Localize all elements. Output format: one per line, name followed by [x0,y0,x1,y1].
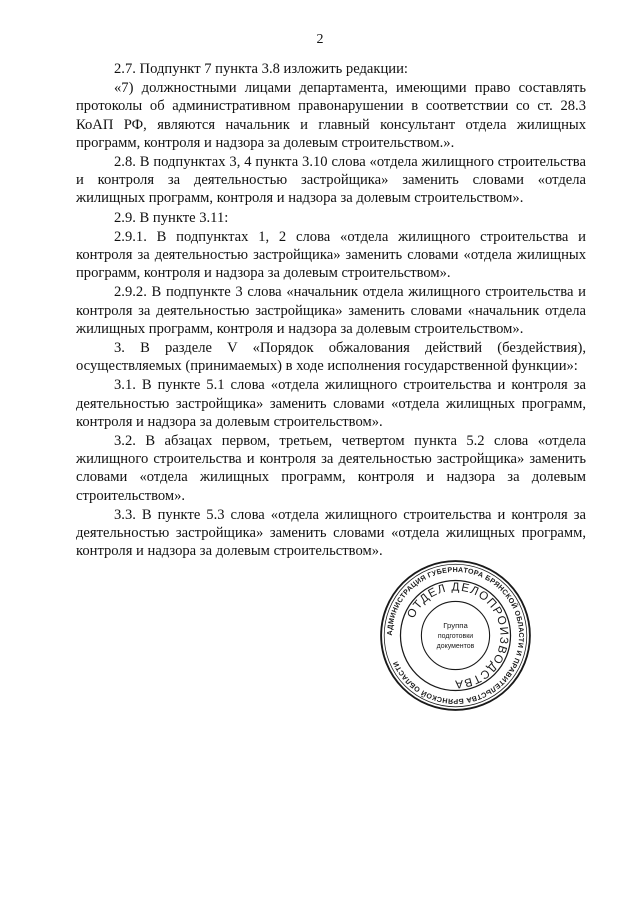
stamp-graphic [378,558,533,713]
stamp-center-line-3: документов [436,642,475,650]
paragraph-3: 3. В разделе V «Порядок обжалования действий (бездействия), осуществляемых (принимаемых) в ходе исполнения государственной функции»: [76,340,586,375]
stamp-outer-text: АДМИНИСТРАЦИЯ ГУБЕРНАТОРА БРЯНСКОЙ ОБЛАСТИ И ПРАВИТЕЛЬСТВА БРЯНСКОЙ ОБЛАСТИ [385,565,526,706]
paragraph-3-2: 3.2. В абзацах первом, третьем, четвертом пункта 5.2 слова «отдела жилищного строительства и контроля за деятельностью застройщика» заменить словами «отдела жилищных программ, контроля и надзора за долевым строительством». [76,433,586,504]
official-stamp [378,558,533,713]
paragraph-2-9-1: 2.9.1. В подпунктах 1, 2 слова «отдела жилищного строительства и контроля за деятельностью застройщика» заменить словами «отдела жилищных программ, контроля и надзора за долевым строительством». [76,228,586,282]
page-number: 2 [316,32,324,47]
paragraph-3-3: 3.3. В пункте 5.3 слова «отдела жилищного строительства и контроля за деятельностью застройщика» заменить словами «отдела жилищных программ, контроля и надзора за долевым строительством». [76,506,586,560]
paragraph-2-7-quote: «7) должностными лицами департамента, имеющими право составлять протоколы об административном правонарушении в соответствии со ст. 28.3 КоАП РФ, являются начальник и главный консультант отдела жилищных программ, контроля и надзора за долевым строительством.». [76,80,586,151]
paragraph-2-7: 2.7. Подпункт 7 пункта 3.8 изложить редакции: [114,61,408,77]
paragraph-3-1: 3.1. В пункте 5.1 слова «отдела жилищного строительства и контроля за деятельностью застройщика» заменить словами «отдела жилищных программ, контроля и надзора за долевым строительством». [76,377,586,430]
paragraph-2-9: 2.9. В пункте 3.11: [114,209,229,226]
paragraph-2-8: 2.8. В подпунктах 3, 4 пункта 3.10 слова «отдела жилищного строительства и контроля за деятельностью застройщика» заменить словами «отдела жилищных программ, контроля и надзора за долевым строительством». [76,154,586,207]
document-body [76,60,586,561]
stamp-center-line-2: подготовки [437,632,474,640]
stamp-inner-ring-text: ОТДЕЛ ДЕЛОПРОИЗВОДСТВА [404,580,511,691]
stamp-center-line-1: Группа [443,620,468,630]
paragraph-2-9-2: 2.9.2. В подпункте 3 слова «начальник отдела жилищного строительства и контроля за деятельностью застройщика» заменить словами «начальник отдела жилищных программ, контроля и надзора за долевым строительством». [76,284,586,337]
